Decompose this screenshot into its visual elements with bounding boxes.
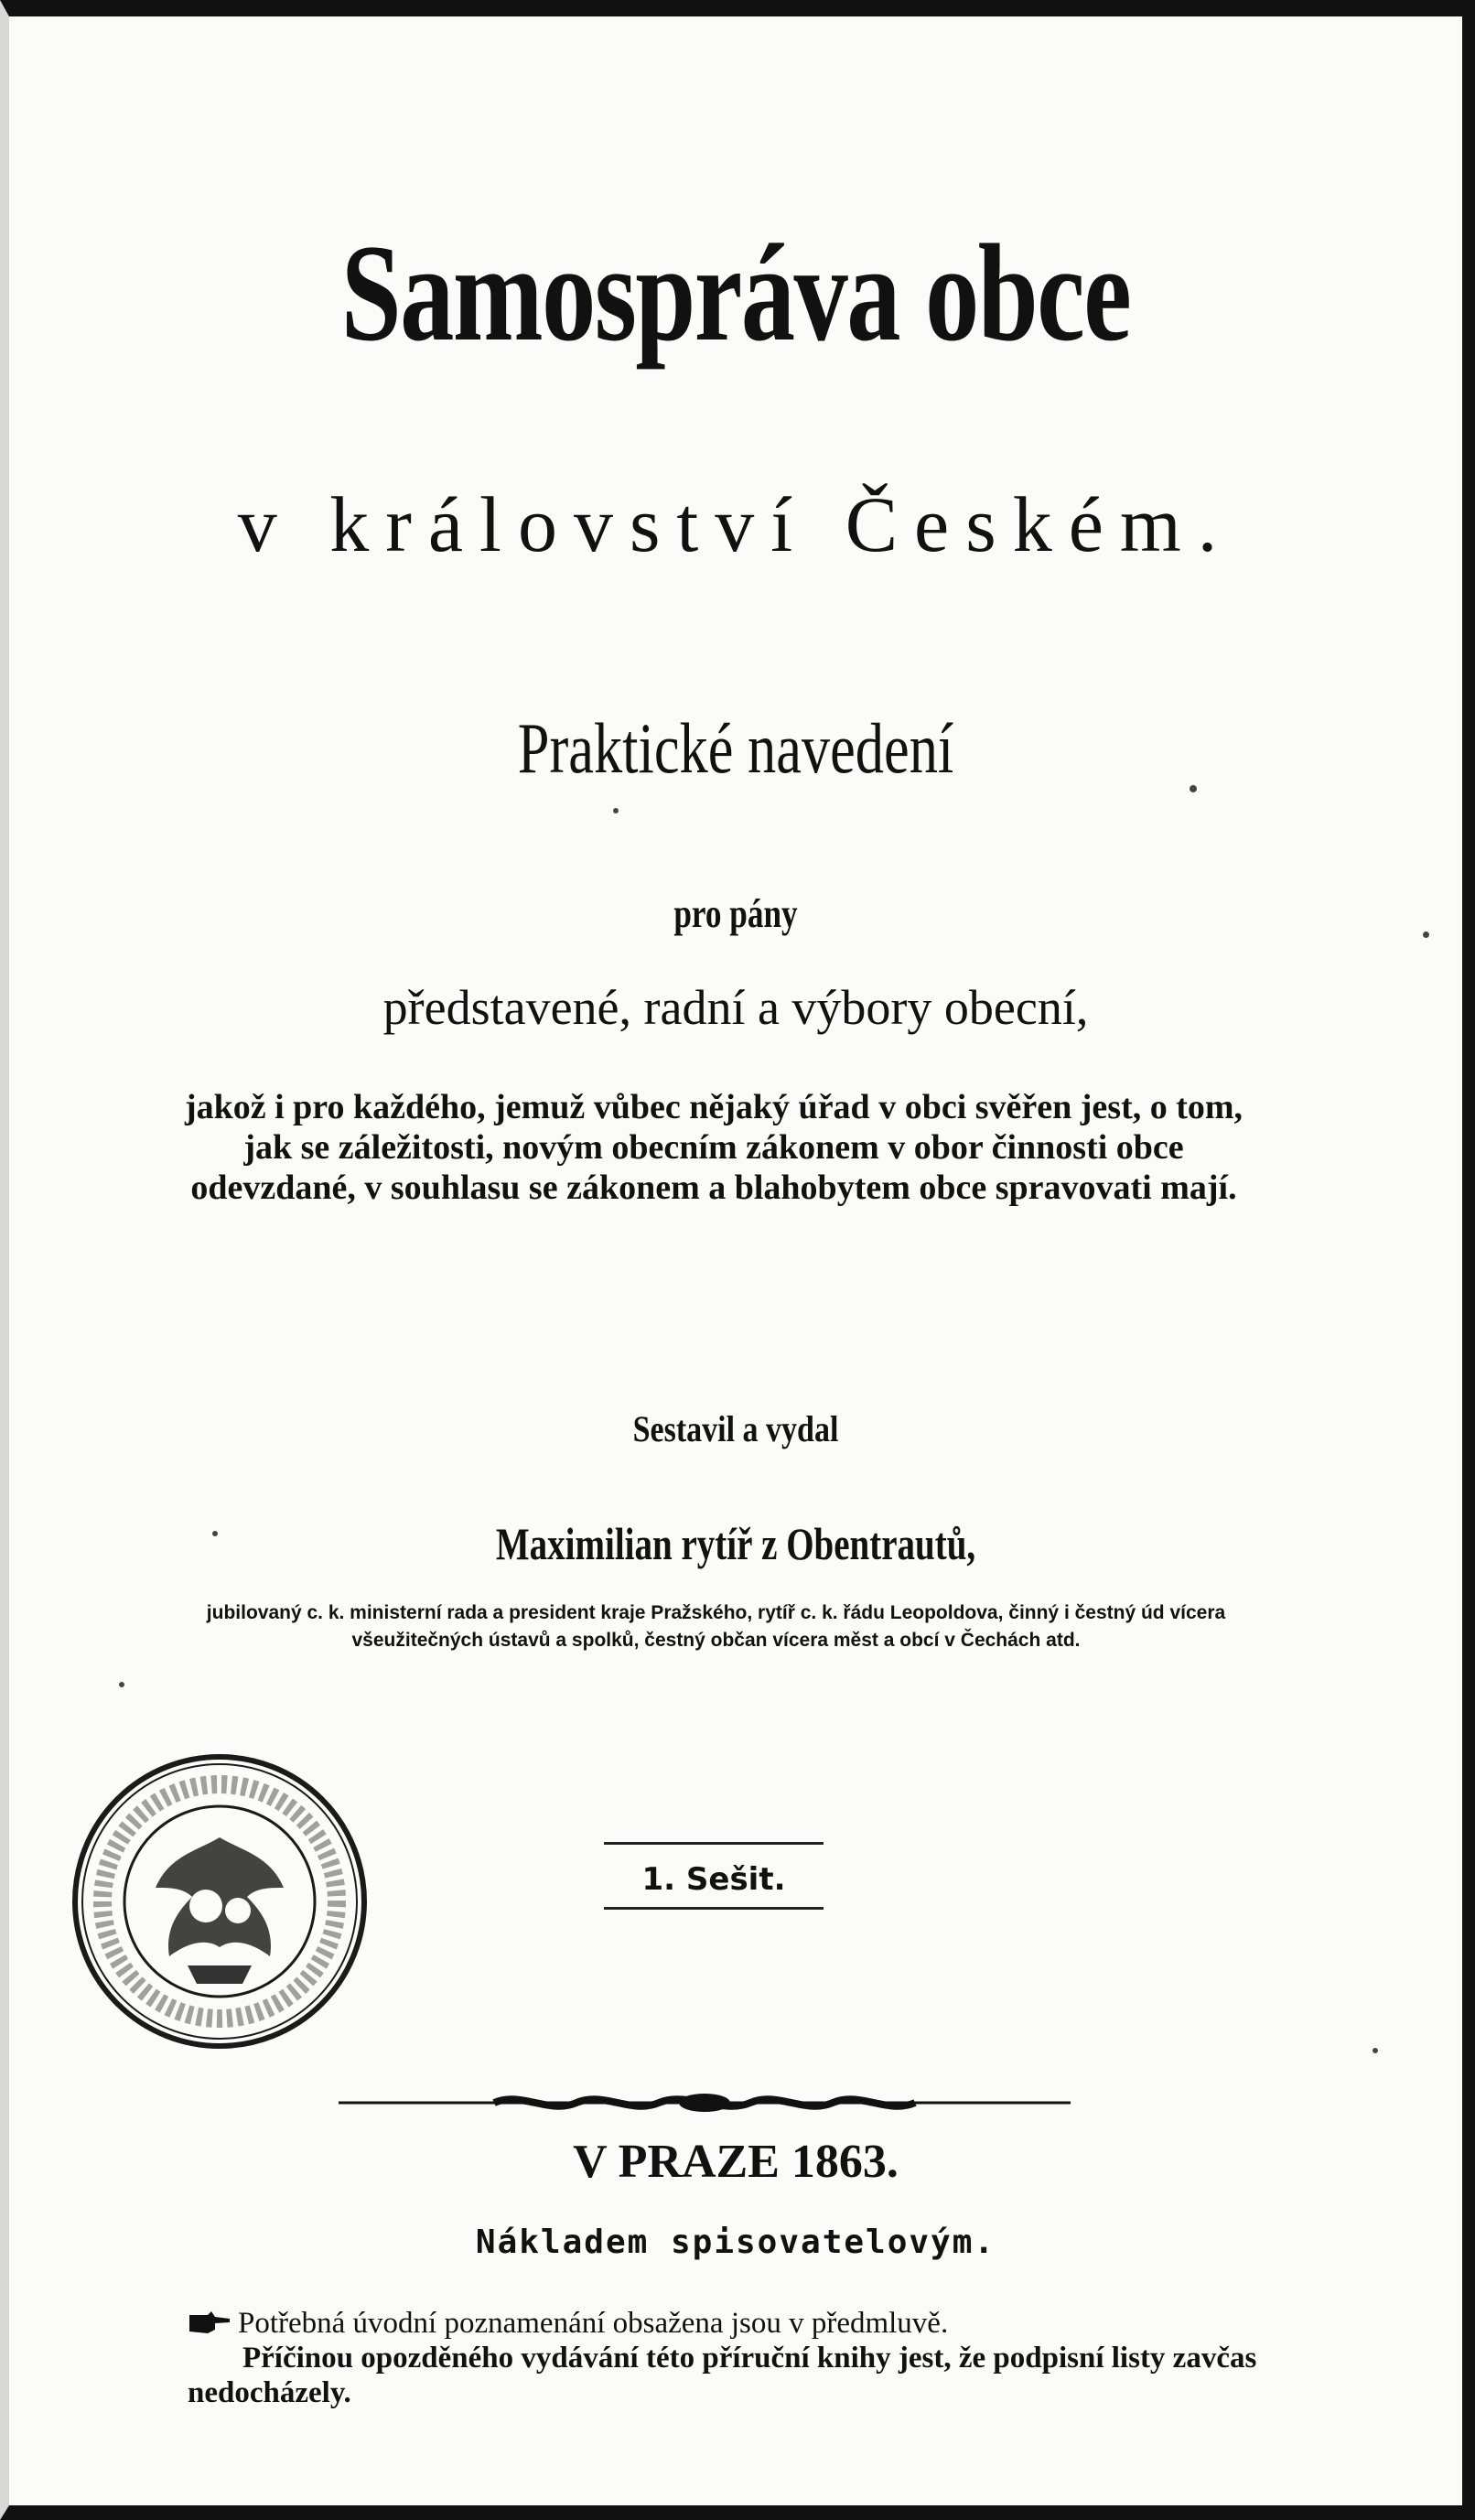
addressees-line: představené, radní a výbory obecní, [382,980,1089,1035]
library-stamp [69,1750,371,2052]
author-name: Maximilian rytíř z Obentrautů, [495,1518,976,1569]
place-and-date: V PRAZE 1863. [573,2136,899,2188]
compiled-by-line: Sestavil a vydal [632,1408,839,1449]
for-gentlemen-line: pro pány [673,891,798,936]
publisher-line: Nákladem spisovatelovým. [475,2224,996,2261]
paper-speck [1373,2048,1378,2053]
paper-speck [212,1531,218,1536]
paper-speck [1423,932,1429,938]
book-title: Samospráva obce [340,216,1131,370]
book-subtitle: v království Českém. [237,480,1234,568]
paper-speck [1190,785,1197,792]
note-preface-text: Potřebná úvodní poznamenání obsažena jsou v předmluvě. [238,2307,949,2340]
paper-speck [119,1682,124,1687]
author-titles: jubilovaný c. k. ministerní rada a president kraje Pražského, rytíř c. k. řádu Leopoldova, činný i čestný úd vícera všeužitečných ústavů a spolků, čestný občan vícera měst a obcí v Čechách atd. [206,1602,1226,1651]
decorative-rule [339,2089,1071,2116]
paper-speck [613,808,619,813]
issue-number: 1. Sešit. [604,1842,824,1910]
note-delay: Příčinou opozděného vydávání této příruční knihy jest, že podpisní listy zavčas nedocházely. [188,2342,1257,2409]
note-preface [188,2306,1295,2341]
guide-heading: Praktické navedení [517,708,954,788]
pointing-hand-icon [188,2310,231,2335]
description-paragraph: jakož i pro každého, jemuž vůbec nějaký úřad v obci svěřen jest, o tom, jak se záležitosti, novým obecním zákonem v obor činnosti obce odevzdané, v souhlasu se zákonem a blahobytem obce spravovati mají. [184,1088,1244,1207]
footnotes [188,2306,1295,2410]
